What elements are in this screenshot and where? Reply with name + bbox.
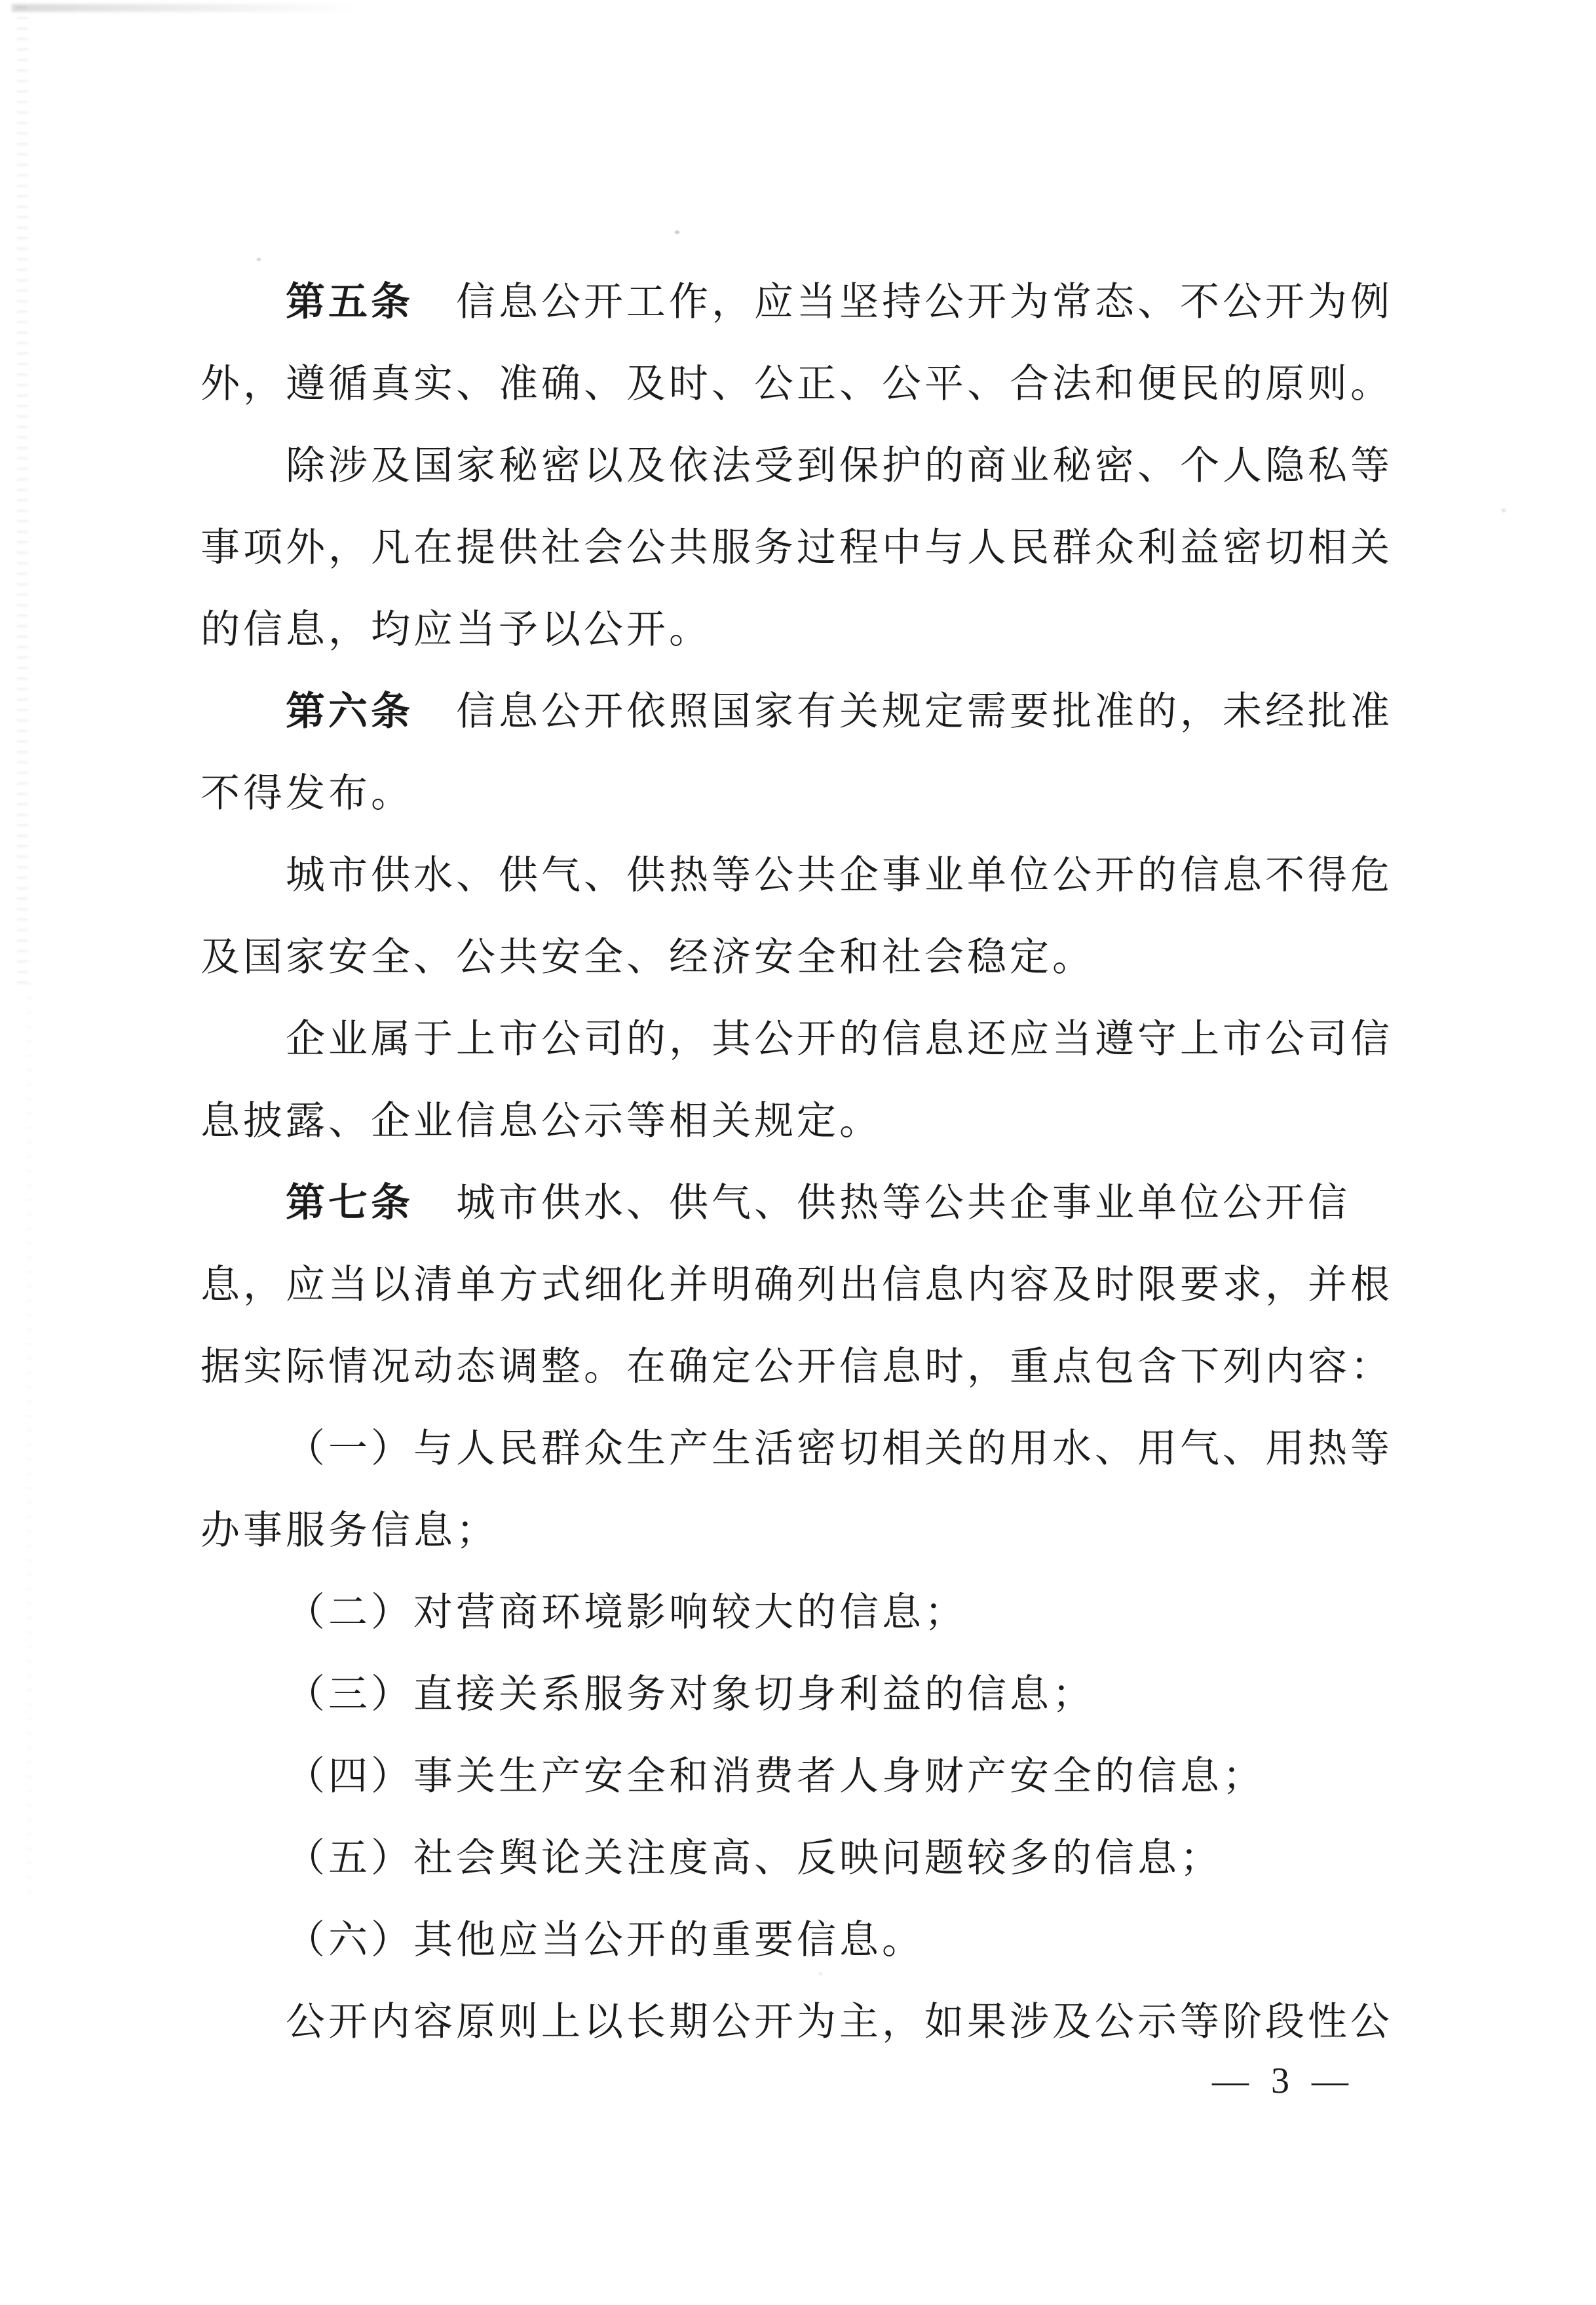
text-line — [200, 1080, 1401, 1162]
text-segment: 企业属于上市公司的，其公开的信息还应当遵守上市公司信 — [286, 1018, 1393, 1061]
scan-speck — [675, 231, 679, 234]
article-heading: 第五条 — [286, 280, 413, 324]
document-body — [200, 261, 1401, 2063]
text-segment: （二）对营商环境影响较大的信息； — [286, 1591, 967, 1634]
text-segment: 及国家安全、公共安全、经济安全和社会稳定。 — [200, 936, 1095, 979]
text-line — [200, 1244, 1401, 1326]
text-line — [200, 507, 1401, 589]
text-line — [200, 917, 1401, 999]
scan-artifact-top-edge — [12, 4, 470, 12]
text-line — [200, 589, 1401, 671]
text-line — [200, 425, 1401, 507]
text-segment: 信息公开工作，应当坚持公开为常态、不公开为例 — [413, 280, 1393, 324]
page-number: — 3 — — [1212, 2061, 1355, 2101]
text-line — [200, 1899, 1401, 1981]
text-line — [200, 343, 1401, 425]
text-segment: 据实际情况动态调整。在确定公开信息时，重点包含下列内容： — [200, 1345, 1393, 1388]
text-segment: 城市供水、供气、供热等公共企事业单位公开的信息不得危 — [286, 854, 1393, 897]
text-line — [200, 1981, 1401, 2063]
text-segment: （一）与人民群众生产生活密切相关的用水、用气、用热等 — [286, 1427, 1393, 1470]
scan-artifact-left-edge — [17, 7, 28, 989]
scan-speck — [257, 258, 261, 261]
text-segment: 信息公开依照国家有关规定需要批准的，未经批准 — [413, 690, 1393, 733]
text-line — [200, 261, 1401, 343]
text-segment: （六）其他应当公开的重要信息。 — [286, 1918, 924, 1962]
text-line — [200, 753, 1401, 835]
text-segment: 办事服务信息； — [200, 1509, 499, 1552]
text-line — [200, 1572, 1401, 1654]
text-line — [200, 1654, 1401, 1736]
text-segment: （三）直接关系服务对象切身利益的信息； — [286, 1673, 1095, 1716]
article-heading: 第六条 — [286, 690, 413, 733]
text-segment: （五）社会舆论关注度高、反映问题较多的信息； — [286, 1837, 1223, 1880]
text-line — [200, 1326, 1401, 1408]
text-line — [200, 999, 1401, 1080]
text-line — [200, 1736, 1401, 1818]
scan-speck — [1502, 508, 1506, 512]
text-segment: 的信息，均应当予以公开。 — [200, 608, 712, 651]
text-segment: 除涉及国家秘密以及依法受到保护的商业秘密、个人隐私等 — [286, 444, 1393, 487]
text-line — [200, 835, 1401, 917]
text-line — [200, 1490, 1401, 1572]
text-segment: 事项外，凡在提供社会公共服务过程中与人民群众利益密切相关 — [200, 526, 1393, 569]
scan-artifact-left-edge-lower — [26, 983, 33, 1900]
text-segment: 公开内容原则上以长期公开为主，如果涉及公示等阶段性公 — [286, 2000, 1393, 2044]
text-line — [200, 1818, 1401, 1899]
article-heading: 第七条 — [286, 1181, 413, 1225]
text-segment: 息，应当以清单方式细化并明确列出信息内容及时限要求，并根 — [200, 1263, 1393, 1306]
text-segment: 外，遵循真实、准确、及时、公正、公平、合法和便民的原则。 — [200, 362, 1393, 406]
text-segment: 息披露、企业信息公示等相关规定。 — [200, 1099, 882, 1143]
text-line — [200, 1162, 1401, 1244]
text-segment: 不得发布。 — [200, 772, 413, 815]
text-line — [200, 1408, 1401, 1490]
text-line — [200, 671, 1401, 753]
text-segment: 城市供水、供气、供热等公共企事业单位公开信 — [413, 1181, 1350, 1225]
text-segment: （四）事关生产安全和消费者人身财产安全的信息； — [286, 1755, 1265, 1798]
